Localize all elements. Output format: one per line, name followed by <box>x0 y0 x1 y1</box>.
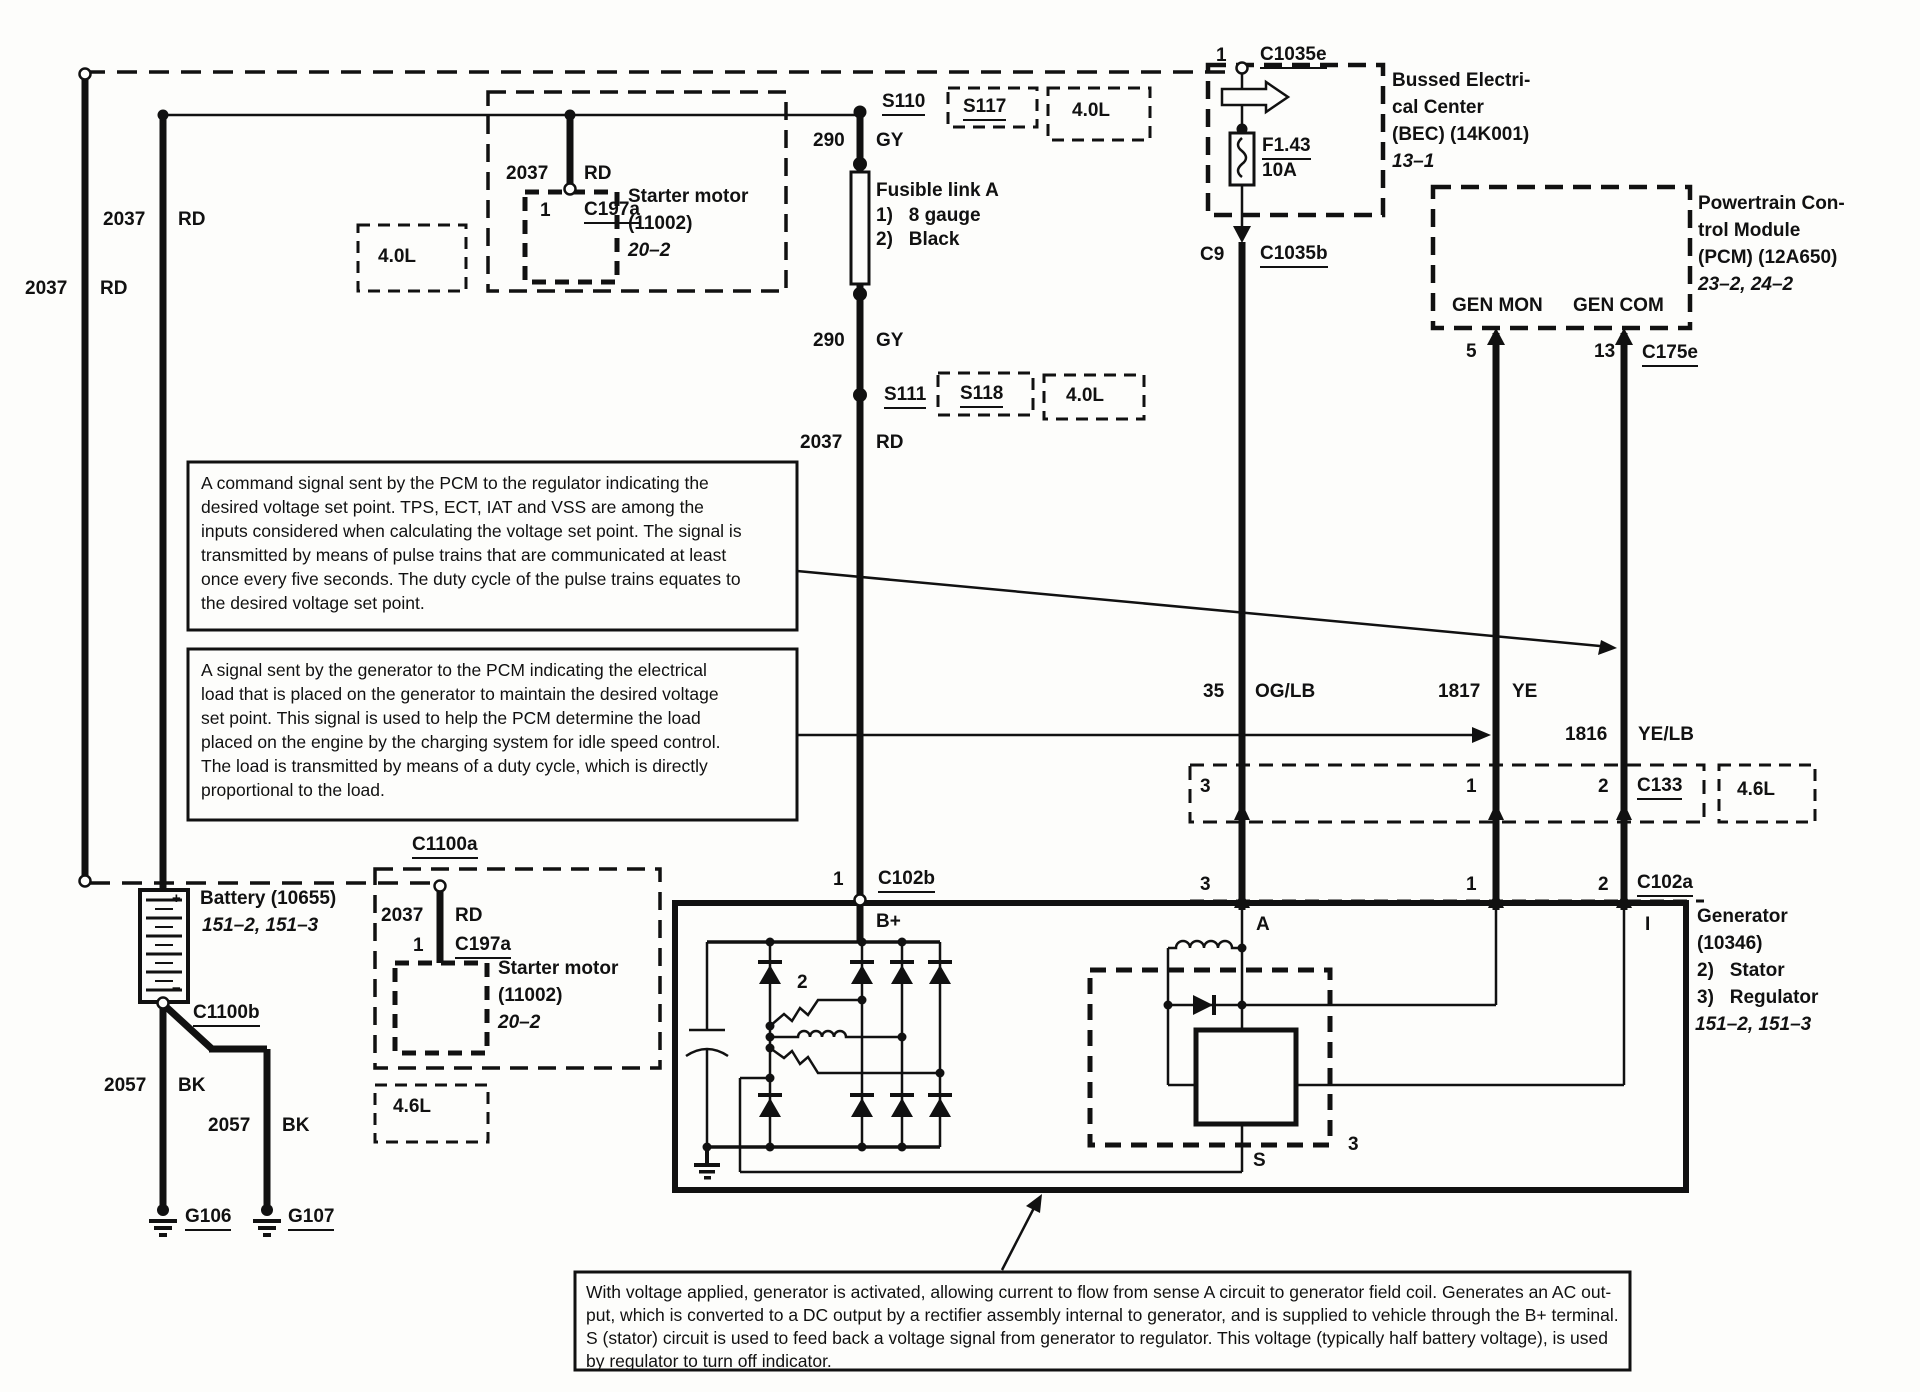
ground-g106-icon <box>149 1204 177 1237</box>
battery-plus-sign: + <box>172 890 181 907</box>
component-name: Starter motor <box>498 958 619 979</box>
pin-number: 3 <box>1200 776 1211 797</box>
wire-number: 2037 <box>800 432 843 453</box>
component-part-number: (11002) <box>628 213 693 234</box>
wire-number: 290 <box>813 330 845 351</box>
note1-line: once every five seconds. The duty cycle of the pulse trains equates to <box>201 569 741 589</box>
wire-color: RD <box>100 278 128 299</box>
rectifier-diodes <box>758 960 952 1117</box>
wire-color: BK <box>178 1075 206 1096</box>
wire-number: 290 <box>813 130 845 151</box>
wire-number: 2037 <box>506 163 549 184</box>
bottom-note-line: put, which is converted to a DC output by a rectifier assembly internal to generator, and is supplied to vehicle through the B+ terminal. <box>586 1305 1619 1325</box>
field-coil <box>1168 941 1242 948</box>
engine-tag: 4.6L <box>393 1096 432 1117</box>
note2-line: proportional to the load. <box>201 780 385 800</box>
ground-label: G107 <box>288 1206 334 1231</box>
connector-label: C1100a <box>412 834 478 859</box>
engine-tag-box-46l-starter <box>375 1085 488 1142</box>
wire-number: 2057 <box>208 1115 251 1136</box>
battery-minus-sign: − <box>172 980 181 997</box>
page-ref: 20–2 <box>498 1012 541 1033</box>
note1-line: transmitted by means of pulse trains that are communicated at least <box>201 545 727 565</box>
component-item: 2) Stator <box>1697 960 1785 981</box>
pin-number: 13 <box>1594 341 1616 362</box>
pin-number: 1 <box>833 869 844 890</box>
component-part-number: (11002) <box>498 985 563 1006</box>
pin-number: 2 <box>1598 776 1609 797</box>
engine-tag: 4.0L <box>378 246 417 267</box>
ground-generator-icon <box>694 1147 720 1180</box>
note1-line: desired voltage set point. TPS, ECT, IAT and VSS are among the <box>201 497 704 517</box>
pin-number: 1 <box>1466 874 1477 895</box>
wire-color: YE/LB <box>1638 724 1694 745</box>
wire-number: 35 <box>1203 681 1225 702</box>
regulator-number: 3 <box>1348 1134 1359 1155</box>
bec-busbar-arrow-icon <box>1222 82 1288 112</box>
engine-tag: 4.6L <box>1737 779 1776 800</box>
generator-pin-bplus: B+ <box>876 911 901 932</box>
component-name: cal Center <box>1392 97 1484 118</box>
bottom-note-line: S (stator) circuit is used to feed back a voltage signal from generator to regulator. This voltage (typically half battery voltage), is used <box>586 1328 1608 1348</box>
engine-tag: 4.0L <box>1072 100 1111 121</box>
wire-color: RD <box>584 163 612 184</box>
connector-label: C1100b <box>193 1002 260 1027</box>
stator-number: 2 <box>797 972 808 993</box>
note1-line: inputs considered when calculating the voltage set point. The signal is <box>201 521 742 541</box>
wire-number: 2037 <box>381 905 424 926</box>
stator-coils <box>770 1000 940 1073</box>
generator-pin-s: S <box>1253 1150 1266 1171</box>
pcm-pin-gen-mon: GEN MON <box>1452 295 1543 316</box>
wire-color: YE <box>1512 681 1538 702</box>
fusible-link-color: 2) Black <box>876 229 960 250</box>
fusible-link-symbol <box>851 172 869 284</box>
regulator-ic-box <box>1196 1030 1296 1124</box>
connector-label: C197a <box>455 934 511 959</box>
pin-number: 5 <box>1466 341 1477 362</box>
note2-line: placed on the engine by the charging system for idle speed control. <box>201 732 721 752</box>
component-item: 3) Regulator <box>1697 987 1819 1008</box>
bottom-note-line: With voltage applied, generator is activated, allowing current to flow from sense A circuit to generator field coil. Generates an AC out- <box>586 1282 1612 1302</box>
connector-label: C197a <box>584 199 640 224</box>
regulator-diode <box>1193 995 1216 1015</box>
battery-plates <box>146 900 182 990</box>
connector-label: C1035e <box>1260 44 1327 69</box>
connector-label: C133 <box>1637 775 1682 800</box>
wire-color: RD <box>876 432 904 453</box>
page-ref: 23–2, 24–2 <box>1698 274 1794 295</box>
wire-number: 2057 <box>104 1075 147 1096</box>
fuse-rating: 10A <box>1262 160 1297 181</box>
note1-line: the desired voltage set point. <box>201 593 425 613</box>
component-name: Bussed Electri- <box>1392 70 1531 91</box>
bec-fuse-symbol <box>1230 133 1254 185</box>
component-name: Battery (10655) <box>200 888 337 909</box>
pin-number: 1 <box>1466 776 1477 797</box>
generator-pin-i: I <box>1645 914 1651 935</box>
wire-color: RD <box>455 905 483 926</box>
wire-color: GY <box>876 130 904 151</box>
wire-color: BK <box>282 1115 310 1136</box>
component-part-number: (10346) <box>1697 933 1763 954</box>
wire-color: GY <box>876 330 904 351</box>
connector-label: C102a <box>1637 872 1693 897</box>
component-part-number: (BEC) (14K001) <box>1392 124 1530 145</box>
component-name: Starter motor <box>628 186 749 207</box>
note2-line: A signal sent by the generator to the PCM indicating the electrical <box>201 660 707 680</box>
pcm-pin-gen-com: GEN COM <box>1573 295 1664 316</box>
component-part-number: (PCM) (12A650) <box>1698 247 1838 268</box>
note2-line: set point. This signal is used to help the PCM determine the load <box>201 708 701 728</box>
connector-label: C175e <box>1642 342 1698 367</box>
wire-number: 2037 <box>25 278 68 299</box>
page-ref: 20–2 <box>628 240 671 261</box>
note1-line: A command signal sent by the PCM to the regulator indicating the <box>201 473 709 493</box>
wire-color: OG/LB <box>1255 681 1316 702</box>
page-ref: 151–2, 151–3 <box>1695 1014 1812 1035</box>
generator-pin-a: A <box>1256 914 1270 935</box>
wire-number: 1817 <box>1438 681 1481 702</box>
fusible-link-gauge: 1) 8 gauge <box>876 205 981 226</box>
pin-number: 1 <box>413 935 424 956</box>
pin-number: 2 <box>1598 874 1609 895</box>
note2-line: The load is transmitted by means of a duty cycle, which is directly <box>201 756 708 776</box>
splice-label: S118 <box>960 383 1003 408</box>
wire-color: RD <box>178 209 206 230</box>
wire-number: 2037 <box>103 209 146 230</box>
splice-label: S117 <box>963 96 1006 121</box>
splice-label: S111 <box>884 384 926 409</box>
splice-label: S110 <box>882 91 925 116</box>
pin-number: C9 <box>1200 244 1225 265</box>
starter-motor-bottom-box <box>395 963 487 1053</box>
pin-number: 1 <box>540 200 551 221</box>
ground-label: G106 <box>185 1206 231 1231</box>
wire-number: 1816 <box>1565 724 1608 745</box>
page-ref: 151–2, 151–3 <box>202 915 319 936</box>
bottom-note-line: by regulator to turn off indicator. <box>586 1351 832 1371</box>
fuse-label: F1.43 <box>1262 135 1311 160</box>
note2-line: load that is placed on the generator to maintain the desired voltage <box>201 684 719 704</box>
component-name: Powertrain Con- <box>1698 193 1845 214</box>
page-ref: 13–1 <box>1392 151 1435 172</box>
component-name: trol Module <box>1698 220 1801 241</box>
component-name: Generator <box>1697 906 1788 927</box>
arrowheads <box>1026 226 1633 1213</box>
pin-number: 3 <box>1200 874 1211 895</box>
connector-label: C102b <box>878 868 935 893</box>
fusible-link-title: Fusible link A <box>876 180 999 201</box>
engine-tag: 4.0L <box>1066 385 1105 406</box>
pin-number: 1 <box>1216 45 1227 66</box>
ground-g107-icon <box>253 1204 281 1237</box>
connector-label: C1035b <box>1260 243 1328 268</box>
